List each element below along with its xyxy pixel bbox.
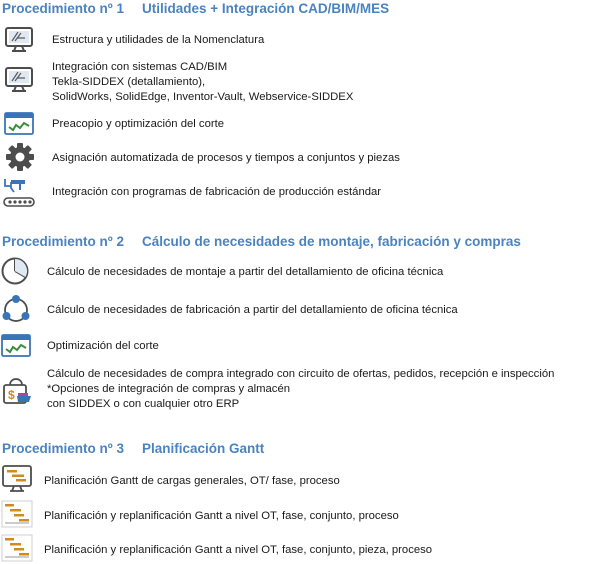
monitor-cad-icon bbox=[4, 26, 34, 54]
gear-icon bbox=[5, 142, 35, 172]
item-text-line: Tekla-SIDDEX (detallamiento), bbox=[52, 76, 206, 88]
item-text-line: Planificación y replanificación Gantt a nivel OT, fase, conjunto, pieza, proceso bbox=[44, 544, 433, 556]
item-text-line: Cálculo de necesidades de compra integrado con circuito de ofertas, pedidos, recepción e inspección bbox=[47, 368, 555, 380]
section-2-number: Procedimiento nº 2 bbox=[2, 234, 124, 249]
section-1-item-5 bbox=[52, 185, 381, 200]
section-1-number: Procedimiento nº 1 bbox=[2, 1, 124, 16]
cut-optimization-icon bbox=[1, 334, 31, 358]
section-2-item-3 bbox=[47, 339, 159, 354]
item-text-line: Integración con sistemas CAD/BIM bbox=[52, 61, 228, 73]
monitor-cad-icon bbox=[4, 66, 34, 94]
item-text-line: SolidWorks, SolidEdge, Inventor-Vault, Webservice-SIDDEX bbox=[52, 91, 354, 103]
item-text-line: con SIDDEX o con cualquier otro ERP bbox=[47, 398, 240, 410]
item-text-line: Cálculo de necesidades de fabricación a partir del detallamiento de oficina técnica bbox=[47, 304, 458, 316]
section-2-item-4 bbox=[47, 367, 554, 412]
section-3-number: Procedimiento nº 3 bbox=[2, 441, 124, 456]
gantt-chart-icon bbox=[1, 500, 33, 528]
section-3-item-3 bbox=[44, 543, 432, 558]
item-text-line: Preacopio y optimización del corte bbox=[52, 118, 225, 130]
item-text-line: Planificación y replanificación Gantt a nivel OT, fase, conjunto, proceso bbox=[44, 510, 399, 522]
item-text-line: Cálculo de necesidades de montaje a partir del detallamiento de oficina técnica bbox=[47, 266, 444, 278]
section-1-title: Utilidades + Integración CAD/BIM/MES bbox=[141, 1, 390, 16]
section-1-heading bbox=[2, 1, 389, 16]
section-3-heading bbox=[2, 441, 264, 456]
section-2-title: Cálculo de necesidades de montaje, fabricación y compras bbox=[141, 234, 521, 249]
item-text-line: Integración con programas de fabricación de producción estándar bbox=[52, 186, 382, 198]
item-text-line: Optimización del corte bbox=[47, 340, 159, 352]
section-1-item-3 bbox=[52, 117, 224, 132]
section-3-item-1 bbox=[44, 474, 340, 489]
item-text-line: Asignación automatizada de procesos y tiempos a conjuntos y piezas bbox=[52, 152, 400, 164]
section-1-item-4 bbox=[52, 151, 400, 166]
pie-chart-icon bbox=[0, 256, 30, 286]
section-2-heading bbox=[2, 234, 521, 249]
gantt-chart-icon bbox=[1, 534, 33, 562]
shopping-bag-icon bbox=[1, 374, 33, 406]
item-text-line: *Opciones de integración de compras y almacén bbox=[47, 383, 291, 395]
section-3-title: Planificación Gantt bbox=[141, 441, 265, 456]
section-1-item-1 bbox=[52, 33, 264, 48]
item-text-line: Planificación Gantt de cargas generales, OT/ fase, proceso bbox=[44, 475, 340, 487]
conveyor-machine-icon bbox=[2, 176, 36, 208]
section-1-item-2 bbox=[52, 60, 353, 105]
section-3-item-2 bbox=[44, 509, 399, 524]
section-2-item-2 bbox=[47, 303, 458, 318]
item-text-line: Estructura y utilidades de la Nomenclatura bbox=[52, 34, 265, 46]
gantt-monitor-icon bbox=[1, 464, 33, 494]
cycle-nodes-icon bbox=[0, 294, 32, 326]
section-2-item-1 bbox=[47, 265, 443, 280]
svg-text:$: $ bbox=[8, 388, 15, 402]
cut-optimization-icon bbox=[4, 112, 34, 136]
